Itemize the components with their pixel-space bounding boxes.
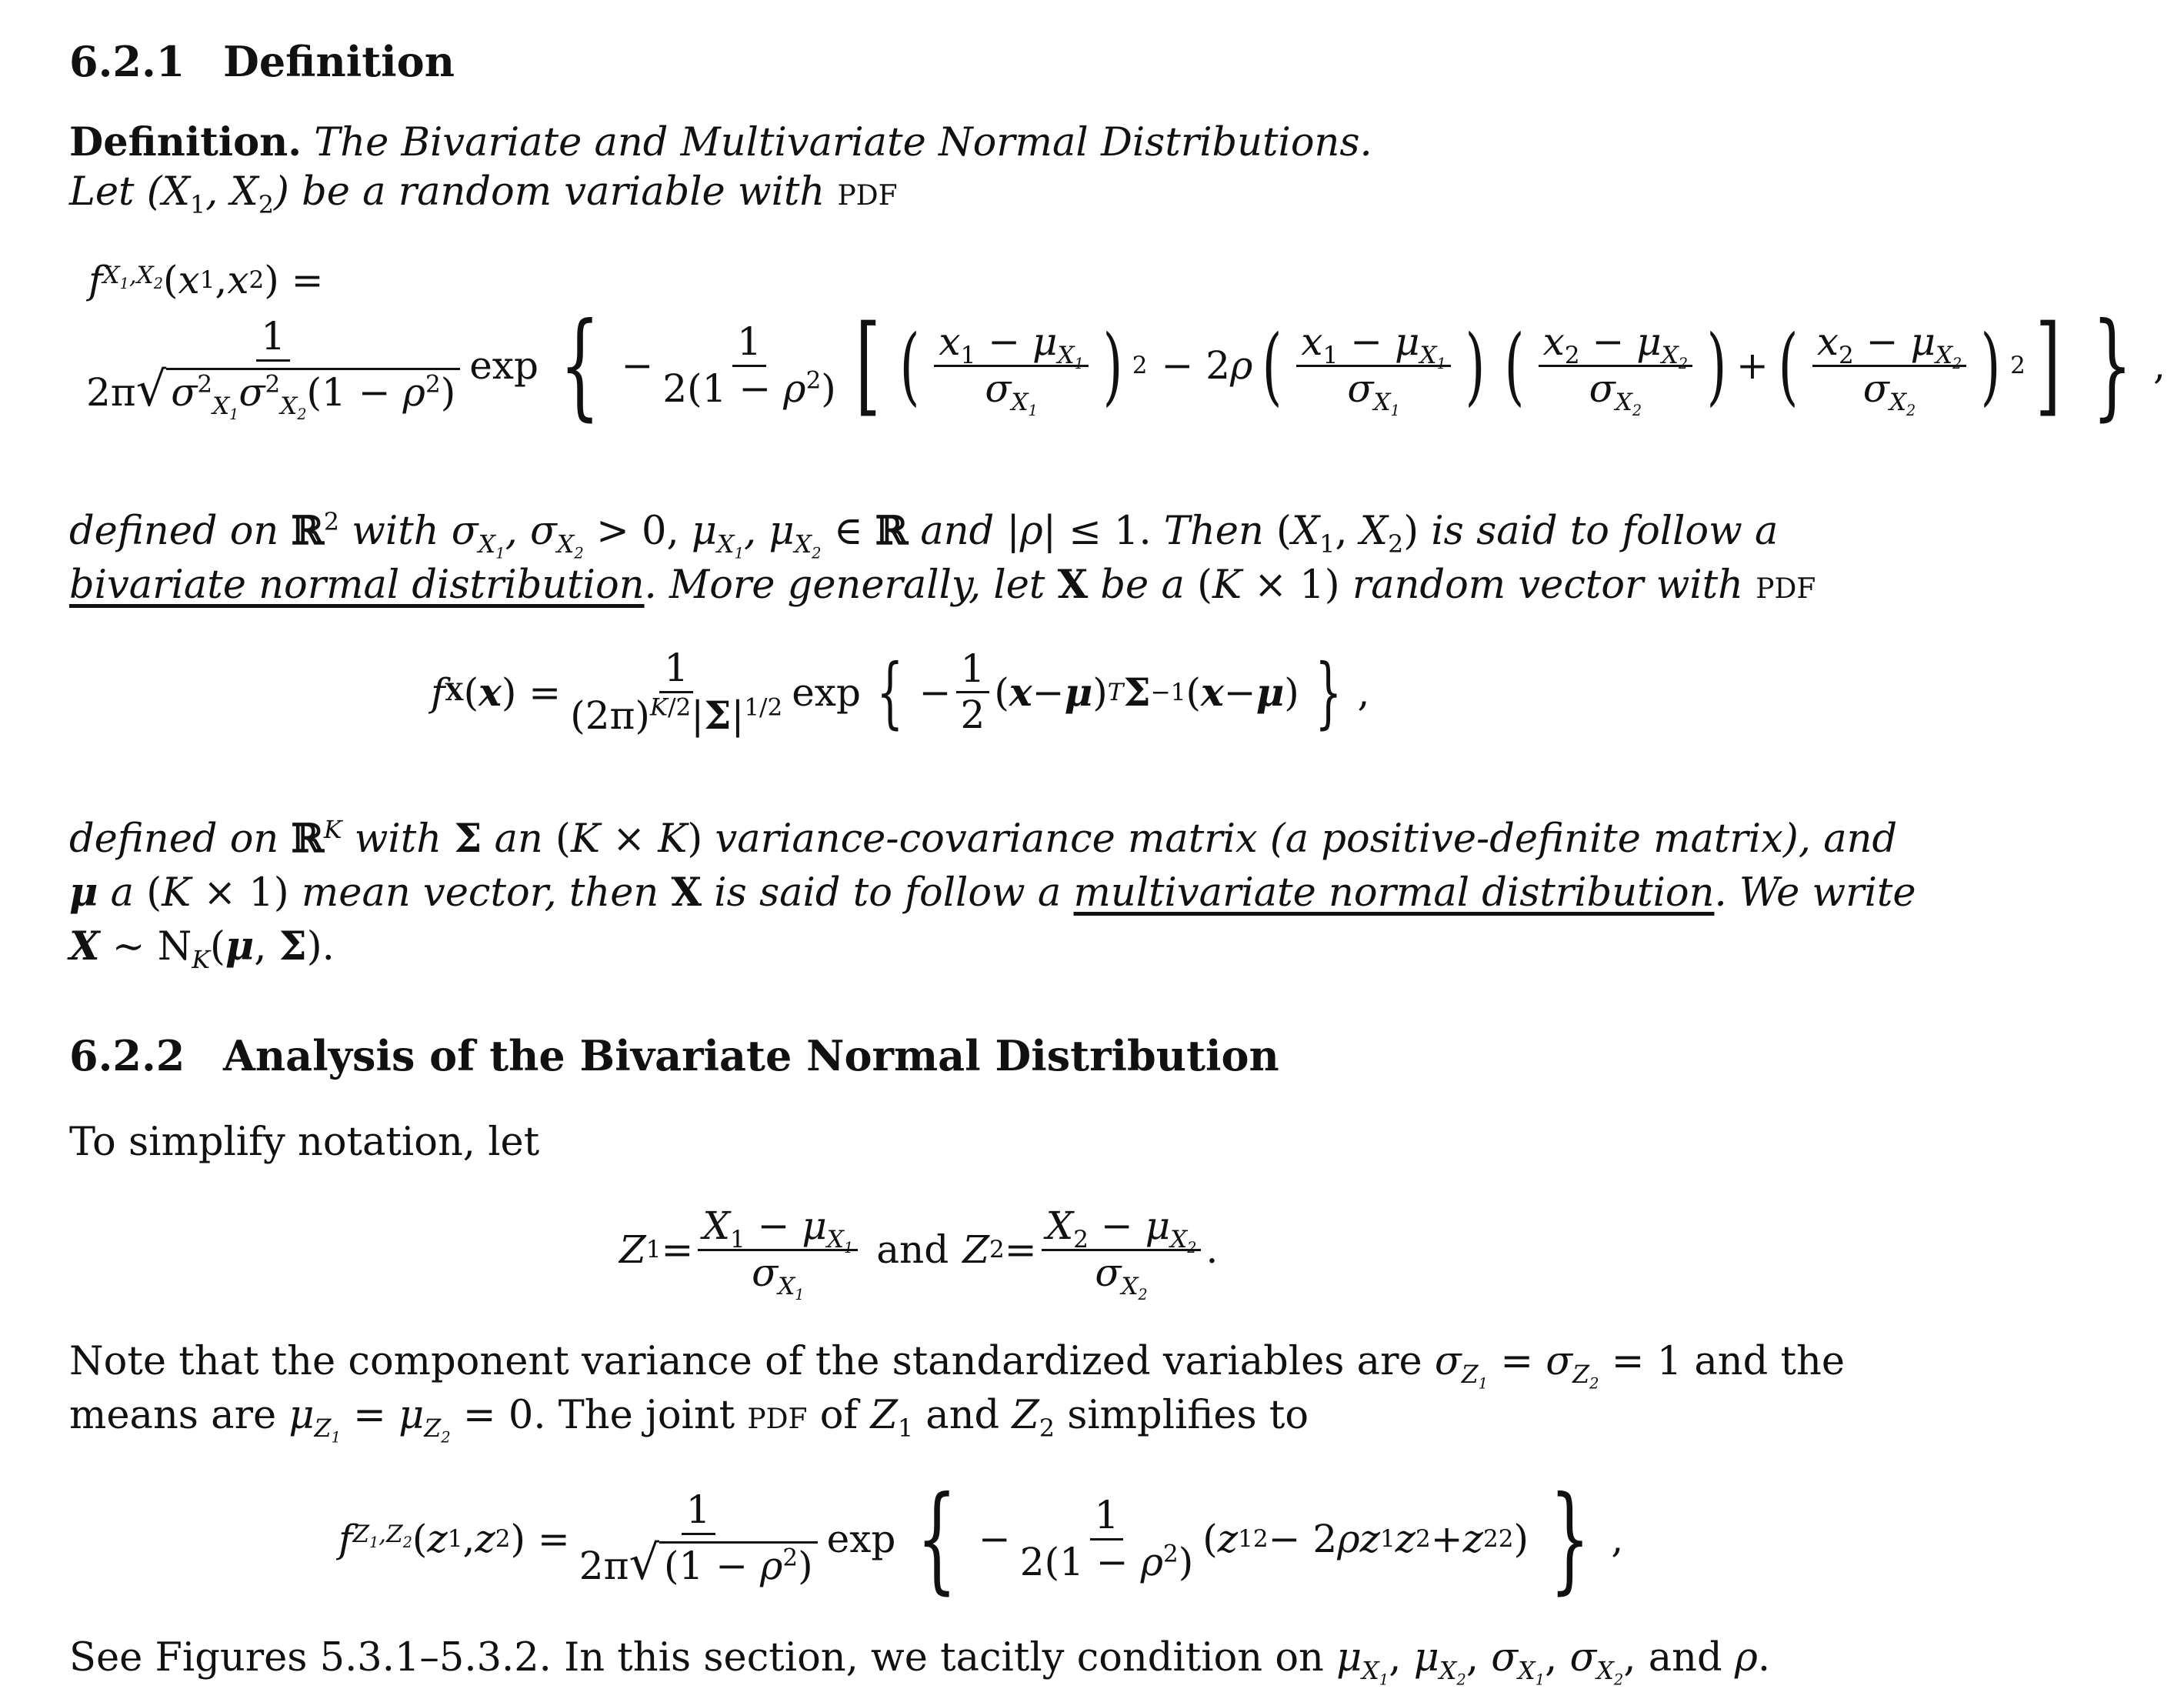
text-a: a xyxy=(110,870,134,916)
text-we-write: . We write xyxy=(1714,870,1916,916)
text-then: Then xyxy=(1163,509,1264,554)
bivariate-pdf-lhs: f $X_1,X_2$ ( x 1 , x 2 ) = xyxy=(88,258,324,302)
notation-line: X ∼ $N_K(\mu$, Σ). xyxy=(69,923,335,975)
text-note-2b: . The joint xyxy=(533,1393,735,1438)
text-with: with xyxy=(352,509,439,554)
standardized-pdf-equation: f $Z_1,Z_2$ ( z 1 , z 2 ) = $\frac{1}{2\pi√ (1 - \rho^2)}$ exp { − $\frac{1}{2(1 - \rho^2)}$ ( z 1 2 − 2 ρ z 1 z 2 + z 2 2 ) } , xyxy=(338,1472,1624,1606)
section-heading-6-2-2 xyxy=(69,1031,1900,1080)
text-mean-vector: mean vector, then xyxy=(301,870,659,916)
text-note-1: Note that the component variance of the standardized variables are xyxy=(69,1339,1422,1384)
text-be-a: be a xyxy=(1100,562,1185,608)
multivariate-pdf-equation: f X ( x ) = $\frac{1}{(2\pi)^{K/2}|\Sigma|^{1/2}}$ exp { − $\frac{1}{2}$ ( x − μ ) T Σ −1 ( x − μ ) } , xyxy=(431,646,1370,738)
text-random-vector: random vector with xyxy=(1352,562,1744,608)
standardization-equation: Z 1 = $\frac{X_1 - \mu_{X_1}}{\sigma_{X_1}}$ and Z 2 = $\frac{X_2 - \mu_{X_2}}{\sigma_{X_2}}$ . xyxy=(619,1203,1219,1303)
pdf-word-3: pdf xyxy=(747,1393,808,1438)
text-said-follow: is said to follow a xyxy=(1431,509,1779,554)
text-note-1b: and the xyxy=(1694,1339,1846,1384)
simplify-line xyxy=(69,1116,1900,1170)
multivariate-conditions-line-1: defined on ℝ$^K$ with Σ an (K × K) variance-covariance matrix (a positive-definite matrix), and xyxy=(69,816,1898,862)
normalizing-fraction: $\frac{1}{2\pi√ \sigma^2_{X_1}\sigma^2_{X_2}(1 - \rho^2)}$ xyxy=(82,315,465,416)
text-with-sigma: with xyxy=(354,816,442,862)
text-said-follow-2: is said to follow a xyxy=(714,870,1062,916)
text-defined-on-k: defined on xyxy=(69,816,279,862)
text-see-figures: See Figures 5.3.1–5.3.2. In this section, we tacitly condition on xyxy=(69,1635,1324,1681)
text-note-2d: and xyxy=(925,1393,1000,1438)
text-more-generally: . More generally, let xyxy=(644,562,1045,608)
section-number: 6.2.1 xyxy=(69,37,185,86)
multivariate-normal-term: multivariate normal distribution xyxy=(1073,870,1715,916)
section-number-2: 6.2.2 xyxy=(69,1031,185,1080)
see-figures-line: See Figures 5.3.1–5.3.2. In this section, we tacitly condition on $\mu_{X_1}$, $\mu_{X_2}$, $\sigma_{X_1}$, $\sigma_{X_2}$, and ρ. xyxy=(69,1635,1771,1689)
definition-header xyxy=(69,115,1900,170)
text-an: an xyxy=(494,816,543,862)
section-title: Definition xyxy=(223,37,455,86)
text-defined-on: defined on xyxy=(69,509,279,554)
note-line-2: means are $\mu_{Z_1} = \mu_{Z_2} = 0$. The joint pdf of $Z_1$ and $Z_2$ simplifies to xyxy=(69,1393,1309,1447)
section-title-2: Analysis of the Bivariate Normal Distribution xyxy=(223,1031,1279,1080)
text-and-rho: , and xyxy=(1623,1635,1722,1681)
bivariate-term-line: bivariate normal distribution. More generally, let X be a (K × 1) random vector with pdf xyxy=(69,562,1816,608)
section-heading-6-2-1 xyxy=(69,37,1900,86)
bivariate-pdf-equation: $\frac{1}{2\pi√ \sigma^2_{X_1}\sigma^2_{X_2}(1 - \rho^2)}$ exp { − $\frac{1}{2(1 - \rho^2)}$ [ ( $\frac{x_1 - \mu_{X_1}}{\sigma_{X_1}}$ ) 2 − 2 ρ ( $\frac{x_1 - \mu_{X_1}}{\sigma_{X_1}}$ ) ( $\frac{x_2 - \mu_{X_2}}{\sigma_{X_2}}$ ) + ( $\frac{x_2 - \mu_{X_2}}{\sigma_{X_2}}$ ) 2 ] } , xyxy=(77,308,2166,423)
note-line-1: Note that the component variance of the standardized variables are $\sigma_{Z_1} = \sigma_{Z_2} = 1$ and the xyxy=(69,1339,1846,1393)
multivariate-conditions-line-2: μ a (K × 1) mean vector, then X is said to follow a multivariate normal distribution. We write xyxy=(69,870,1916,916)
text-and: and xyxy=(920,509,995,554)
text-note-2c: of xyxy=(819,1393,859,1438)
bivariate-conditions-line: defined on ℝ$^2$ with $\sigma_{X_1}$, $\sigma_{X_2} > 0$, $\mu_{X_1}$, $\mu_{X_2}$ ∈ ℝ and |ρ| ≤ 1. Then ($X_1$, $X_2$) is said to follow a xyxy=(69,508,1779,562)
text-vc-matrix: variance-covariance matrix (a positive-definite matrix), and xyxy=(715,816,1898,862)
text-let: be a random variable with xyxy=(302,169,825,215)
bivariate-normal-term: bivariate normal distribution xyxy=(69,562,645,608)
text-simplify: To simplify notation, let xyxy=(69,1120,540,1165)
text-note-2a: means are xyxy=(69,1393,277,1438)
definition-title: The Bivariate and Multivariate Normal Distributions. xyxy=(314,120,1372,165)
pdf-word-2: pdf xyxy=(1756,562,1816,608)
pdf-word: pdf xyxy=(837,169,898,215)
definition-label: Definition. xyxy=(69,119,302,165)
definition-line-2: Let ($X_1$, $X_2$) be a random variable with pdf xyxy=(69,169,898,220)
text-and-z: and xyxy=(876,1227,949,1272)
text-note-2e: simplifies to xyxy=(1067,1393,1309,1438)
